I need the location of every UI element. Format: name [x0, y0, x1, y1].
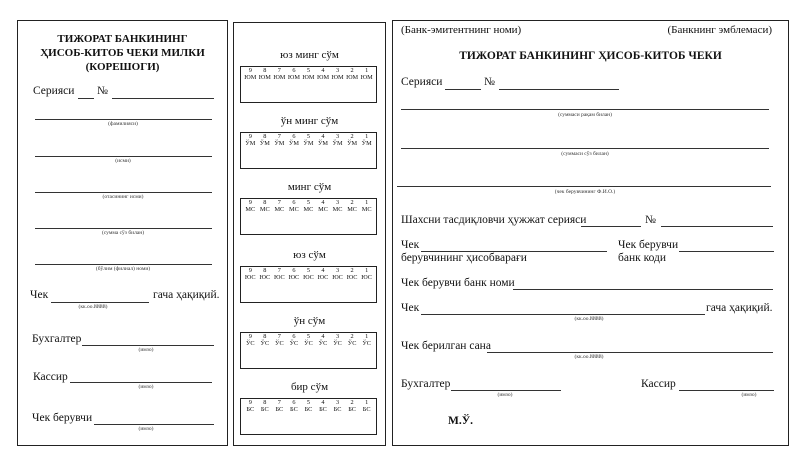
digit-row	[241, 333, 376, 340]
denomination-title: ўн минг сўм	[280, 115, 339, 127]
digit-label: 5	[306, 333, 311, 340]
digit-label: 3	[335, 333, 340, 340]
digit-label: 2	[350, 199, 354, 206]
stub-cashier-caption: (имзо)	[138, 384, 154, 390]
amount-words-field[interactable]	[401, 148, 769, 149]
stub-drawer-caption: (имзо)	[138, 426, 154, 432]
digit-label: 9	[248, 133, 252, 140]
denomination-code[interactable]: МС	[245, 206, 256, 213]
denomination-code[interactable]: ЎМ	[361, 140, 372, 147]
denomination-code[interactable]: ЮМ	[331, 74, 344, 81]
digit-label: 3	[335, 399, 340, 406]
digit-label: 7	[277, 267, 281, 274]
drawer-account-label-1: Чек	[401, 239, 420, 251]
digit-label: 7	[277, 133, 281, 140]
denomination-code[interactable]: ЎС	[318, 340, 328, 347]
check-stub	[17, 20, 228, 446]
digit-label: 3	[335, 267, 340, 274]
denomination-code[interactable]: ЮМ	[258, 74, 271, 81]
digit-label: 6	[292, 133, 296, 140]
cashier-signature[interactable]	[679, 390, 774, 391]
digit-label: 6	[292, 399, 296, 406]
drawer-name-field[interactable]	[397, 186, 771, 187]
digit-label: 2	[350, 333, 354, 340]
drawer-bank-name-field[interactable]	[513, 289, 773, 290]
digit-label: 9	[248, 333, 252, 340]
denomination-code[interactable]: ЎС	[347, 340, 357, 347]
series-label: Серияси	[401, 76, 443, 88]
digit-label: 6	[292, 199, 296, 206]
digit-label: 6	[292, 333, 296, 340]
stub-amount-words-caption: (сумма сўз билан)	[101, 230, 145, 236]
denomination-code[interactable]: ЮС	[303, 274, 314, 281]
digit-label: 8	[263, 67, 267, 74]
digit-row	[241, 199, 376, 206]
id-number-label: №	[645, 214, 656, 226]
denomination-code[interactable]: ЮМ	[273, 74, 286, 81]
denomination-code[interactable]: ЎМ	[274, 140, 285, 147]
digit-label: 5	[306, 199, 311, 206]
stub-title-3: (КОРЕШОГИ)	[85, 61, 160, 73]
digit-label: 4	[321, 333, 325, 340]
denomination-panel	[233, 22, 386, 446]
denomination-code[interactable]: ЮС	[317, 274, 329, 281]
stub-valid-date-field[interactable]	[51, 302, 149, 303]
denomination-code[interactable]: ЮС	[332, 274, 343, 281]
accountant-signature[interactable]	[451, 390, 561, 391]
denomination-code[interactable]: ЎС	[245, 340, 255, 347]
denomination-code[interactable]: МС	[259, 206, 270, 213]
amount-words-caption: (суммаси сўз билан)	[561, 151, 609, 157]
number-field[interactable]	[499, 89, 619, 90]
denomination-box[interactable]	[240, 266, 377, 303]
denomination-code[interactable]: БС	[290, 406, 298, 413]
digit-label: 4	[321, 399, 325, 406]
denomination-title: ўн сўм	[293, 315, 326, 327]
digit-label: 5	[306, 67, 311, 74]
denomination-code[interactable]: ЮМ	[302, 74, 315, 81]
denomination-code[interactable]: ЮМ	[244, 74, 257, 81]
denomination-code[interactable]: ЎС	[304, 340, 313, 347]
stub-branch-caption: (бўлим (филиал) номи)	[95, 266, 151, 272]
digit-row	[241, 399, 376, 406]
digit-label: 1	[365, 267, 369, 274]
stub-name-field[interactable]	[35, 156, 212, 157]
valid-until: гача ҳақиқий.	[706, 302, 773, 314]
denomination-code[interactable]: ЎС	[260, 340, 270, 347]
denomination-code[interactable]: БС	[348, 406, 356, 413]
denomination-code[interactable]: ЎС	[275, 340, 284, 347]
stub-date-caption: (кк.оо.йййй)	[78, 304, 108, 310]
issue-date-caption: (кк.оо.йййй)	[574, 354, 604, 360]
denomination-code[interactable]: ЎМ	[288, 140, 299, 147]
denomination-box[interactable]	[240, 66, 377, 103]
code-row	[241, 274, 376, 281]
denomination-code[interactable]: БС	[319, 406, 327, 413]
bank-code-field[interactable]	[679, 251, 774, 252]
denomination-code[interactable]: ЮС	[346, 274, 358, 281]
digit-label: 4	[321, 133, 325, 140]
stub-branch-field[interactable]	[35, 264, 212, 265]
denomination-code[interactable]: ЎС	[362, 340, 371, 347]
valid-date-field[interactable]	[421, 314, 705, 315]
denomination-title: бир сўм	[290, 381, 329, 393]
denomination-code[interactable]: МС	[303, 206, 314, 213]
denomination-code[interactable]: МС	[347, 206, 357, 213]
denomination-code[interactable]: ЮС	[244, 274, 256, 281]
check-body	[392, 20, 789, 446]
issuer-bank-name: (Банк-эмитентнинг номи)	[401, 24, 522, 36]
digit-label: 6	[292, 267, 296, 274]
denomination-code[interactable]: ЎМ	[332, 140, 343, 147]
denomination-box[interactable]	[240, 398, 377, 435]
denomination-code[interactable]: ЎМ	[303, 140, 314, 147]
denomination-title: юз сўм	[293, 249, 326, 261]
stub-patronymic-caption: (отасининг исми)	[102, 194, 144, 200]
denomination-code[interactable]: МС	[289, 206, 299, 213]
denomination-code[interactable]: БС	[275, 406, 284, 413]
digit-label: 6	[292, 67, 296, 74]
digit-label: 1	[365, 67, 369, 74]
denomination-code[interactable]: ЮС	[288, 274, 300, 281]
bank-emblem: (Банкнинг эмблемаси)	[667, 24, 772, 36]
denomination-title: юз минг сўм	[280, 49, 339, 61]
stub-cashier-signature[interactable]	[70, 382, 212, 383]
digit-label: 2	[350, 399, 354, 406]
code-row	[241, 206, 376, 213]
drawer-name-caption: (чек берувчининг Ф.И.О.)	[554, 189, 616, 195]
accountant-label: Бухгалтер	[401, 378, 451, 390]
cashier-label: Кассир	[641, 378, 676, 390]
stub-accountant-signature[interactable]	[82, 345, 214, 346]
digit-label: 3	[335, 67, 340, 74]
denomination-box[interactable]	[240, 198, 377, 235]
digit-label: 8	[263, 199, 267, 206]
digit-row	[241, 67, 376, 74]
denomination-code[interactable]: МС	[361, 206, 372, 213]
stub-drawer-signature[interactable]	[94, 424, 214, 425]
denomination-code[interactable]: БС	[260, 406, 269, 413]
digit-label: 7	[277, 67, 281, 74]
digit-label: 9	[248, 67, 252, 74]
stub-surname-caption: (фамилияси)	[108, 121, 138, 127]
digit-label: 7	[277, 333, 281, 340]
digit-label: 8	[263, 333, 267, 340]
id-number-field[interactable]	[661, 226, 773, 227]
digit-label: 3	[335, 199, 340, 206]
denomination-code[interactable]: ЮМ	[346, 74, 359, 81]
digit-label: 2	[350, 67, 354, 74]
stub-number-field[interactable]	[112, 98, 214, 99]
digit-label: 3	[335, 133, 340, 140]
bank-code-label-2: банк коди	[618, 252, 666, 264]
denomination-code[interactable]: ЮМ	[316, 74, 330, 81]
code-row	[241, 340, 376, 347]
accountant-caption: (имзо)	[497, 392, 513, 398]
stub-cashier-label: Кассир	[33, 371, 68, 383]
code-row	[241, 140, 376, 147]
digit-label: 4	[321, 67, 325, 74]
cashier-caption: (имзо)	[741, 392, 757, 398]
id-doc-label: Шахсни тасдиқловчи ҳужжат серияси	[401, 214, 587, 226]
denomination-code[interactable]: БС	[333, 406, 342, 413]
stub-patronymic-field[interactable]	[35, 192, 212, 193]
digit-row	[241, 133, 376, 140]
denomination-code[interactable]: МС	[332, 206, 343, 213]
drawer-account-label-2: берувчининг ҳисобварағи	[401, 252, 527, 264]
digit-label: 1	[365, 333, 369, 340]
code-row	[241, 406, 376, 413]
denomination-code[interactable]: ЎМ	[317, 140, 329, 147]
digit-label: 2	[350, 133, 354, 140]
code-row	[241, 74, 376, 81]
denomination-box[interactable]	[240, 132, 377, 169]
issue-date-field[interactable]	[487, 352, 773, 353]
denomination-box[interactable]	[240, 332, 377, 369]
stub-series-field[interactable]	[78, 98, 94, 99]
denomination-code[interactable]: ЮС	[361, 274, 372, 281]
digit-label: 5	[306, 267, 311, 274]
stub-series-label: Серияси	[33, 85, 75, 97]
denomination-code[interactable]: ЮМ	[360, 74, 373, 81]
digit-label: 9	[248, 199, 252, 206]
stub-check-label: Чек	[30, 289, 49, 301]
digit-label: 1	[365, 199, 369, 206]
digit-label: 8	[263, 399, 267, 406]
drawer-bank-name-label: Чек берувчи банк номи	[401, 277, 515, 289]
denomination-code[interactable]: ЎМ	[245, 140, 256, 147]
digit-label: 5	[306, 399, 311, 406]
series-field[interactable]	[445, 89, 481, 90]
digit-label: 2	[350, 267, 354, 274]
denomination-code[interactable]: ЮС	[259, 274, 271, 281]
digit-label: 1	[365, 399, 369, 406]
stub-number-label: №	[97, 85, 108, 97]
digit-label: 4	[321, 199, 325, 206]
check-title: ТИЖОРАТ БАНКИНИНГ ҲИСОБ-КИТОБ ЧЕКИ	[459, 50, 722, 62]
id-doc-series-field[interactable]	[581, 226, 641, 227]
denomination-code[interactable]: БС	[362, 406, 371, 413]
denomination-code[interactable]: ЎС	[333, 340, 342, 347]
stub-amount-words-field[interactable]	[35, 228, 212, 229]
check-label: Чек	[401, 302, 420, 314]
digit-label: 9	[248, 267, 252, 274]
stub-accountant-label: Бухгалтер	[32, 333, 82, 345]
denomination-title: минг сўм	[287, 181, 332, 193]
denomination-code[interactable]: МС	[318, 206, 328, 213]
digit-label: 4	[321, 267, 325, 274]
denomination-code[interactable]: ЮМ	[287, 74, 300, 81]
denomination-code[interactable]: БС	[304, 406, 313, 413]
denomination-code[interactable]: ЎС	[289, 340, 299, 347]
stub-valid-until: гача ҳақиқий.	[153, 289, 220, 301]
bank-code-label-1: Чек берувчи	[618, 239, 679, 251]
denomination-code[interactable]: МС	[274, 206, 285, 213]
issue-date-label: Чек берилган сана	[401, 340, 491, 352]
amount-digits-caption: (суммаси рақам билан)	[558, 112, 612, 118]
denomination-code[interactable]: ЎМ	[259, 140, 270, 147]
stub-name-caption: (исми)	[115, 158, 131, 164]
amount-digits-field[interactable]	[401, 109, 769, 110]
stub-accountant-caption: (имзо)	[138, 347, 154, 353]
digit-label: 8	[263, 133, 267, 140]
digit-label: 7	[277, 199, 281, 206]
digit-label: 5	[306, 133, 311, 140]
digit-label: 7	[277, 399, 281, 406]
digit-label: 9	[248, 399, 252, 406]
denomination-code[interactable]: БС	[246, 406, 255, 413]
digit-label: 8	[263, 267, 267, 274]
digit-row	[241, 267, 376, 274]
stamp-label: М.Ў.	[448, 415, 474, 427]
stub-title-2: ҲИСОБ-КИТОБ ЧЕКИ МИЛКИ	[40, 47, 205, 59]
stub-surname-field[interactable]	[35, 119, 212, 120]
denomination-code[interactable]: ЮС	[274, 274, 285, 281]
stub-title-1: ТИЖОРАТ БАНКИНИНГ	[57, 33, 188, 45]
valid-date-caption: (кк.оо.йййй)	[574, 316, 604, 322]
stub-drawer-label: Чек берувчи	[32, 412, 93, 424]
denomination-code[interactable]: ЎМ	[347, 140, 358, 147]
digit-label: 1	[365, 133, 369, 140]
number-label: №	[484, 76, 495, 88]
